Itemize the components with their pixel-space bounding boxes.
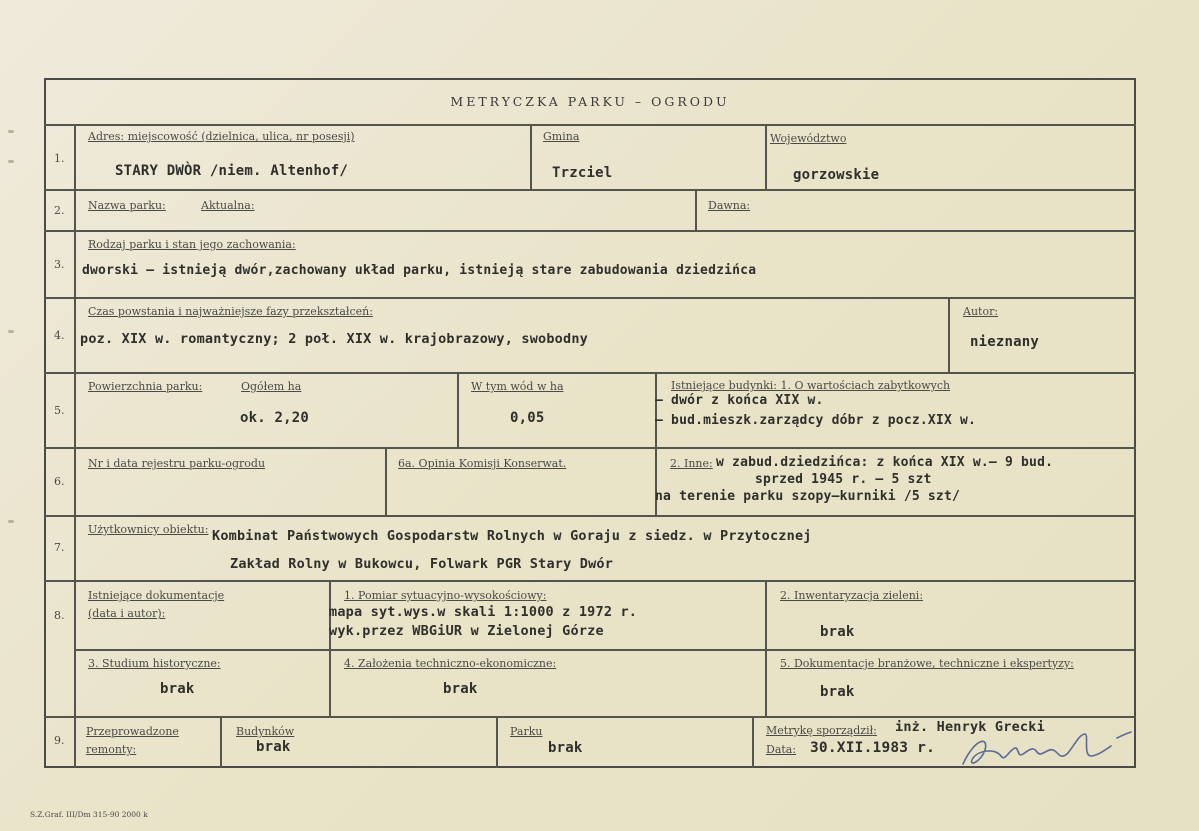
wod-value: 0,05 [510, 410, 545, 426]
wod-label: W tym wód w ha [471, 380, 564, 393]
row-number: 6. [54, 475, 65, 488]
row-number: 3. [54, 258, 65, 271]
inwentaryzacja-value: brak [820, 624, 855, 640]
cell-divider [765, 580, 767, 716]
zalozenia-value: brak [443, 681, 478, 697]
row-divider [44, 447, 1136, 449]
cell-divider [655, 372, 657, 447]
punch-mark [8, 160, 14, 163]
inwentaryzacja-label: 2. Inwentaryzacja zieleni: [780, 589, 924, 602]
punch-mark [8, 330, 14, 333]
data-value: 30.XII.1983 r. [810, 740, 936, 756]
form-title: METRYCZKA PARKU – OGRODU [450, 94, 730, 109]
studium-value: brak [160, 681, 195, 697]
row-number: 2. [54, 204, 65, 217]
gmina-value: Trzciel [552, 165, 613, 181]
autor-label: Autor: [963, 305, 999, 318]
dokumentacje-branzowe-value: brak [820, 684, 855, 700]
address-label: Adres: miejscowość (dzielnica, ulica, nr posesji) [88, 130, 355, 143]
inne-line: sprzed 1945 r. – 5 szt [755, 472, 932, 487]
remonty-label: Przeprowadzone [86, 725, 179, 738]
cell-divider [752, 716, 754, 768]
row-number: 4. [54, 329, 65, 342]
parku-value: brak [548, 740, 583, 756]
row-divider [44, 580, 1136, 582]
print-footer: S.Z.Graf. III/Dm 315-90 2000 k [30, 810, 148, 819]
cell-divider [220, 716, 222, 768]
opinia-label: 6a. Opinia Komisji Konserwat. [398, 457, 567, 470]
studium-label: 3. Studium historyczne: [88, 657, 221, 670]
row-divider [44, 515, 1136, 517]
cell-divider [385, 447, 387, 515]
nazwa-parku-label: Nazwa parku: [88, 199, 166, 212]
cell-divider [695, 189, 697, 230]
powierzchnia-label: Powierzchnia parku: [88, 380, 203, 393]
row-divider [44, 297, 1136, 299]
sporzadzil-label: Metrykę sporządził: [766, 724, 877, 737]
row-divider [44, 372, 1136, 374]
row-divider [44, 124, 1136, 126]
row-divider [44, 230, 1136, 232]
ogolem-value: ok. 2,20 [240, 410, 310, 426]
uzytkownicy-label: Użytkownicy obiektu: [88, 523, 209, 536]
rejestr-label: Nr i data rejestru parku-ogrodu [88, 457, 266, 470]
rodzaj-parku-label: Rodzaj parku i stan jego zachowania: [88, 238, 296, 251]
budynki-label: Istniejące budynki: 1. O wartościach zabytkowych [671, 379, 951, 392]
row-number: 9. [54, 734, 65, 747]
uzytkownicy-line: Zakład Rolny w Bukowcu, Folwark PGR Stary Dwór [230, 556, 614, 572]
punch-mark [8, 520, 14, 523]
dokumentacje-label: Istniejące dokumentacje [88, 589, 225, 602]
cell-divider [948, 297, 950, 372]
inne-line: w zabud.dziedzińca: z końca XIX w.– 9 bud. [716, 455, 1054, 470]
ogolem-label: Ogółem ha [241, 380, 302, 393]
punch-mark [8, 130, 14, 133]
number-column-line [74, 124, 76, 768]
row-divider [44, 189, 1136, 191]
cell-divider [457, 372, 459, 447]
budynkow-value: brak [256, 739, 291, 755]
gmina-label: Gmina [543, 130, 580, 143]
pomiar-line: mapa syt.wys.w skali 1:1000 z 1972 r. [329, 604, 638, 620]
wojewodztwo-label: Województwo [770, 132, 847, 145]
cell-divider [655, 447, 657, 515]
cell-divider [496, 716, 498, 768]
uzytkownicy-line: Kombinat Państwowych Gospodarstw Rolnych w Goraju z siedz. w Przytocznej [212, 528, 812, 544]
cell-divider [329, 580, 331, 716]
dokumentacje-branzowe-label: 5. Dokumentacje branżowe, techniczne i ekspertyzy: [780, 657, 1074, 670]
pomiar-label: 1. Pomiar sytuacyjno-wysokościowy: [344, 589, 547, 602]
czas-powstania-value: poz. XIX w. romantyczny; 2 poł. XIX w. krajobrazowy, swobodny [80, 331, 588, 347]
address-value: STARY DWÒR /niem. Altenhof/ [115, 163, 348, 179]
dawna-label: Dawna: [708, 199, 751, 212]
pomiar-line: wyk.przez WBGiUR w Zielonej Górze [329, 623, 604, 639]
row-number: 1. [54, 152, 65, 165]
zalozenia-label: 4. Założenia techniczno-ekonomiczne: [344, 657, 557, 670]
budynkow-label: Budynków [236, 725, 295, 738]
rodzaj-parku-value: dworski – istnieją dwór,zachowany układ parku, istnieją stare zabudowania dziedzińca [82, 263, 757, 278]
wojewodztwo-value: gorzowskie [793, 167, 880, 183]
budynki-line: – bud.mieszk.zarządcy dóbr z pocz.XIX w. [655, 413, 977, 428]
cell-divider [765, 124, 767, 189]
budynki-line: – dwór z końca XIX w. [655, 393, 824, 408]
inne-label: 2. Inne: [670, 457, 713, 470]
data-label: Data: [766, 743, 797, 756]
sporzadzil-value: inż. Henryk Grecki [895, 719, 1045, 735]
row-divider [44, 716, 1136, 718]
row-number: 8. [54, 609, 65, 622]
handwritten-signature [955, 728, 1145, 776]
row-number: 5. [54, 404, 65, 417]
row-number: 7. [54, 541, 65, 554]
aktualna-label: Aktualna: [201, 199, 255, 212]
parku-label: Parku [510, 725, 543, 738]
autor-value: nieznany [970, 334, 1040, 350]
row-divider [74, 649, 1136, 651]
dokumentacje-label: (data i autor): [88, 607, 166, 620]
inne-line: na terenie parku szopy–kurniki /5 szt/ [655, 489, 961, 504]
cell-divider [530, 124, 532, 189]
remonty-label: remonty: [86, 743, 137, 756]
czas-powstania-label: Czas powstania i najważniejsze fazy przekształceń: [88, 305, 373, 318]
